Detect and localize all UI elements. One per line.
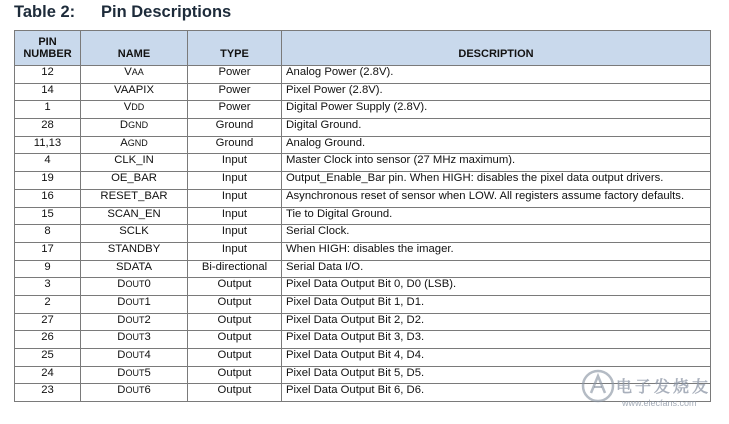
pin-name-cell: DOUT5 (81, 366, 188, 384)
pin-type-cell: Bi-directional (188, 260, 282, 278)
table-row (15, 101, 711, 119)
table-number: Table 2: (14, 3, 76, 21)
pin-name-cell: VDD (81, 101, 188, 119)
pin-number-cell: 8 (15, 225, 81, 243)
table-row (15, 172, 711, 190)
pin-number-cell: 25 (15, 349, 81, 367)
pin-descriptions-table (14, 30, 711, 402)
pin-number-cell: 17 (15, 242, 81, 260)
pin-type-cell: Input (188, 242, 282, 260)
pin-name-cell: AGND (81, 136, 188, 154)
pin-type-cell: Power (188, 66, 282, 84)
pin-description-cell: Serial Clock. (282, 225, 711, 243)
pin-number-cell: 24 (15, 366, 81, 384)
pin-number-cell: 3 (15, 278, 81, 296)
pin-number-cell: 28 (15, 119, 81, 137)
table-title: Pin Descriptions (101, 3, 232, 21)
pin-number-cell: 16 (15, 189, 81, 207)
table-header-row (15, 31, 711, 66)
pin-type-cell: Output (188, 331, 282, 349)
table-row (15, 331, 711, 349)
pin-type-cell: Input (188, 207, 282, 225)
pin-description-cell: Pixel Data Output Bit 6, D6. (282, 384, 711, 402)
table-row (15, 207, 711, 225)
pin-description-cell: Pixel Data Output Bit 0, D0 (LSB). (282, 278, 711, 296)
pin-number-cell: 1 (15, 101, 81, 119)
pin-description-cell: When HIGH: disables the imager. (282, 242, 711, 260)
table-caption (14, 3, 231, 22)
pin-name-cell: DOUT6 (81, 384, 188, 402)
pin-description-cell: Pixel Data Output Bit 2, D2. (282, 313, 711, 331)
pin-type-cell: Output (188, 313, 282, 331)
pin-description-cell: Digital Ground. (282, 119, 711, 137)
pin-number-cell: 11,13 (15, 136, 81, 154)
pin-name-cell: VAAPIX (81, 83, 188, 101)
watermark-url: www.elecfans.com (622, 398, 697, 408)
pin-number-cell: 14 (15, 83, 81, 101)
pin-type-cell: Input (188, 154, 282, 172)
pin-type-cell: Output (188, 349, 282, 367)
table-row (15, 295, 711, 313)
pin-number-cell: 23 (15, 384, 81, 402)
watermark-title: 电子发烧友 (616, 379, 712, 396)
table-row (15, 313, 711, 331)
pin-name-cell: DOUT1 (81, 295, 188, 313)
table-row (15, 66, 711, 84)
table-row (15, 366, 711, 384)
pin-description-cell: Analog Ground. (282, 136, 711, 154)
pin-description-cell: Tie to Digital Ground. (282, 207, 711, 225)
table-row (15, 119, 711, 137)
pin-number-cell: 4 (15, 154, 81, 172)
pin-name-cell: SCAN_EN (81, 207, 188, 225)
pin-type-cell: Power (188, 101, 282, 119)
pin-name-cell: CLK_IN (81, 154, 188, 172)
table-row (15, 83, 711, 101)
pin-number-cell: 12 (15, 66, 81, 84)
table-row (15, 136, 711, 154)
header-pin-number: PIN NUMBER (15, 31, 81, 66)
pin-description-cell: Pixel Power (2.8V). (282, 83, 711, 101)
pin-description-cell: Pixel Data Output Bit 4, D4. (282, 349, 711, 367)
pin-description-cell: Serial Data I/O. (282, 260, 711, 278)
table-row (15, 384, 711, 402)
pin-description-cell: Pixel Data Output Bit 3, D3. (282, 331, 711, 349)
pin-description-cell: Master Clock into sensor (27 MHz maximum). (282, 154, 711, 172)
pin-number-cell: 26 (15, 331, 81, 349)
pin-name-cell: RESET_BAR (81, 189, 188, 207)
pin-number-cell: 15 (15, 207, 81, 225)
table-row (15, 189, 711, 207)
pin-type-cell: Input (188, 189, 282, 207)
table-row (15, 225, 711, 243)
table-row (15, 349, 711, 367)
pin-description-cell: Pixel Data Output Bit 5, D5. (282, 366, 711, 384)
pin-type-cell: Output (188, 384, 282, 402)
pin-description-cell: Analog Power (2.8V). (282, 66, 711, 84)
pin-name-cell: VAA (81, 66, 188, 84)
header-type: TYPE (188, 31, 282, 66)
pin-name-cell: DOUT4 (81, 349, 188, 367)
table-row (15, 242, 711, 260)
pin-description-cell: Digital Power Supply (2.8V). (282, 101, 711, 119)
pin-name-cell: DOUT0 (81, 278, 188, 296)
pin-name-cell: STANDBY (81, 242, 188, 260)
pin-type-cell: Output (188, 295, 282, 313)
pin-number-cell: 19 (15, 172, 81, 190)
pin-type-cell: Input (188, 172, 282, 190)
pin-name-cell: SCLK (81, 225, 188, 243)
table-row (15, 260, 711, 278)
pin-name-cell: DOUT3 (81, 331, 188, 349)
pin-name-cell: DGND (81, 119, 188, 137)
pin-type-cell: Output (188, 366, 282, 384)
pin-type-cell: Power (188, 83, 282, 101)
pin-description-cell: Pixel Data Output Bit 1, D1. (282, 295, 711, 313)
pin-type-cell: Input (188, 225, 282, 243)
table-row (15, 154, 711, 172)
pin-name-cell: OE_BAR (81, 172, 188, 190)
pin-type-cell: Output (188, 278, 282, 296)
pin-description-cell: Asynchronous reset of sensor when LOW. All registers assume factory defaults. (282, 189, 711, 207)
pin-type-cell: Ground (188, 136, 282, 154)
pin-number-cell: 2 (15, 295, 81, 313)
pin-description-cell: Output_Enable_Bar pin. When HIGH: disables the pixel data output drivers. (282, 172, 711, 190)
table-row (15, 278, 711, 296)
pin-number-cell: 27 (15, 313, 81, 331)
pin-name-cell: SDATA (81, 260, 188, 278)
header-name: NAME (81, 31, 188, 66)
header-description: DESCRIPTION (282, 31, 711, 66)
pin-type-cell: Ground (188, 119, 282, 137)
pin-name-cell: DOUT2 (81, 313, 188, 331)
pin-number-cell: 9 (15, 260, 81, 278)
